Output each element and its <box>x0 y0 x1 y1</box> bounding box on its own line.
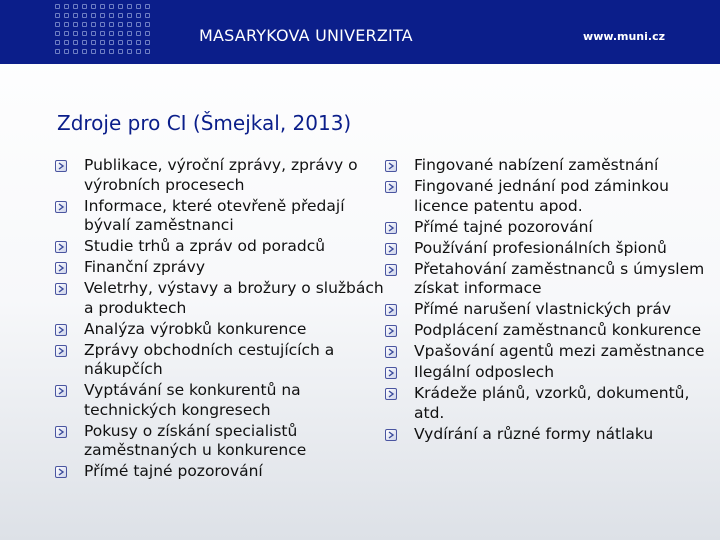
logo-dot <box>109 13 114 18</box>
logo-dot <box>64 40 69 45</box>
arrow-bullet-icon <box>55 283 67 295</box>
header-bar <box>0 0 720 64</box>
slide-title: Zdroje pro CI (Šmejkal, 2013) <box>57 111 352 135</box>
logo-dot <box>118 40 123 45</box>
arrow-bullet-icon <box>385 325 397 337</box>
bullet-text: Zprávy obchodních cestujících a nákupčích <box>84 340 335 378</box>
logo-dot <box>118 49 123 54</box>
logo-dot <box>91 40 96 45</box>
logo-dot <box>136 40 141 45</box>
logo-dot <box>100 40 105 45</box>
arrow-bullet-icon <box>385 222 397 234</box>
logo-dot <box>109 4 114 9</box>
bullet-item <box>55 462 385 482</box>
logo-dot <box>73 49 78 54</box>
arrow-bullet-icon <box>55 160 67 172</box>
logo-dot <box>73 4 78 9</box>
logo-dot <box>73 13 78 18</box>
bullet-text: Vyptávání se konkurentů na technických kongresech <box>84 381 301 419</box>
bullet-item <box>55 381 385 420</box>
logo-dot <box>64 31 69 36</box>
bullet-text: Podplácení zaměstnanců konkurence <box>414 321 702 339</box>
logo-dot <box>55 40 60 45</box>
logo-dot-grid <box>55 4 154 58</box>
logo-dot <box>82 4 87 9</box>
logo-dot <box>64 49 69 54</box>
arrow-bullet-icon <box>55 241 67 253</box>
arrow-bullet-icon <box>385 346 397 358</box>
arrow-bullet-icon <box>55 426 67 438</box>
bullet-item <box>55 237 385 257</box>
bullet-text: Veletrhy, výstavy a brožury o službách a produktech <box>84 279 384 317</box>
bullet-text: Vydírání a různé formy nátlaku <box>414 424 654 443</box>
bullet-text: Finanční zprávy <box>84 258 206 276</box>
logo-dot <box>55 22 60 27</box>
logo-dot <box>145 22 150 27</box>
logo-dot <box>109 22 114 27</box>
bullet-text: Studie trhů a zpráv od poradců <box>84 237 326 255</box>
logo-dot <box>118 13 123 18</box>
bullet-item <box>385 300 715 320</box>
logo-dot <box>118 31 123 36</box>
bullet-item <box>55 422 385 461</box>
logo-dot <box>73 22 78 27</box>
university-name: MASARYKOVA UNIVERZITA <box>199 26 413 45</box>
bullet-item <box>55 279 385 318</box>
logo-dot <box>136 4 141 9</box>
logo-dot <box>145 40 150 45</box>
arrow-bullet-icon <box>385 181 397 193</box>
university-url: www.muni.cz <box>583 30 665 43</box>
arrow-bullet-icon <box>385 388 397 400</box>
bullet-text: Přetahování zaměstnanců s úmyslem získat informace <box>414 259 705 297</box>
logo-dot <box>136 49 141 54</box>
logo-dot <box>100 49 105 54</box>
bullet-text: Přímé tajné pozorování <box>414 217 593 236</box>
logo-dot <box>127 31 132 36</box>
bullet-text: Krádeže plánů, vzorků, dokumentů, atd. <box>414 384 690 422</box>
logo-dot <box>91 31 96 36</box>
arrow-bullet-icon <box>385 429 397 441</box>
logo-dot <box>127 49 132 54</box>
logo-dot <box>64 13 69 18</box>
logo-dot <box>82 49 87 54</box>
logo-dot <box>127 13 132 18</box>
bullet-item <box>385 342 715 362</box>
logo-dot <box>91 22 96 27</box>
logo-dot <box>145 49 150 54</box>
logo-dot <box>55 4 60 9</box>
logo-dot <box>100 31 105 36</box>
bullet-item <box>385 218 715 238</box>
logo-dot <box>100 22 105 27</box>
bullet-item <box>385 425 715 445</box>
bullet-item <box>385 260 715 299</box>
arrow-bullet-icon <box>55 345 67 357</box>
logo-dot <box>100 13 105 18</box>
arrow-bullet-icon <box>385 264 397 276</box>
logo-dot <box>64 4 69 9</box>
logo-dot <box>127 40 132 45</box>
bullet-text: Pokusy o získání specialistů zaměstnaných u konkurence <box>84 421 307 459</box>
logo-dot <box>55 13 60 18</box>
logo-dot <box>82 13 87 18</box>
bullet-text: Analýza výrobků konkurence <box>84 319 307 338</box>
logo-dot <box>55 49 60 54</box>
bullet-text: Fingované jednání pod záminkou licence patentu apod. <box>414 177 669 215</box>
logo-dot <box>64 22 69 27</box>
bullet-item <box>385 384 715 423</box>
logo-dot <box>127 4 132 9</box>
bullet-item <box>385 321 715 341</box>
logo-dot <box>118 22 123 27</box>
logo-dot <box>82 40 87 45</box>
bullet-text: Informace, které otevřeně předají bývalí zaměstnanci <box>84 196 345 234</box>
bullet-text: Publikace, výroční zprávy, zprávy o výrobních procesech <box>84 156 358 194</box>
logo-dot <box>55 31 60 36</box>
logo-dot <box>109 49 114 54</box>
right-bullet-list <box>385 156 715 446</box>
arrow-bullet-icon <box>385 243 397 255</box>
logo-dot <box>82 22 87 27</box>
bullet-text: Přímé narušení vlastnických práv <box>414 300 672 318</box>
bullet-item <box>55 258 385 278</box>
logo-dot <box>109 31 114 36</box>
left-bullet-list <box>55 156 385 483</box>
bullet-item <box>55 197 385 236</box>
arrow-bullet-icon <box>55 466 67 478</box>
arrow-bullet-icon <box>385 160 397 172</box>
logo-dot <box>127 22 132 27</box>
bullet-item <box>55 320 385 340</box>
bullet-item <box>385 239 715 259</box>
bullet-item <box>55 156 385 195</box>
bullet-text: Ilegální odposlech <box>414 363 555 381</box>
arrow-bullet-icon <box>55 324 67 336</box>
logo-dot <box>145 4 150 9</box>
arrow-bullet-icon <box>55 385 67 397</box>
logo-dot <box>118 4 123 9</box>
logo-dot <box>109 40 114 45</box>
bullet-item <box>385 177 715 216</box>
bullet-text: Fingované nabízení zaměstnání <box>414 156 659 174</box>
logo-dot <box>136 31 141 36</box>
logo-dot <box>145 31 150 36</box>
logo-dot <box>145 13 150 18</box>
logo-dot <box>100 4 105 9</box>
logo-dot <box>91 4 96 9</box>
arrow-bullet-icon <box>55 262 67 274</box>
logo-dot <box>136 13 141 18</box>
logo-dot <box>136 22 141 27</box>
logo-dot <box>73 31 78 36</box>
logo-dot <box>73 40 78 45</box>
arrow-bullet-icon <box>385 304 397 316</box>
bullet-text: Přímé tajné pozorování <box>84 462 263 480</box>
logo-dot <box>91 13 96 18</box>
arrow-bullet-icon <box>385 367 397 379</box>
bullet-item <box>385 156 715 176</box>
logo-dot <box>91 49 96 54</box>
bullet-item <box>385 363 715 383</box>
logo-dot <box>82 31 87 36</box>
arrow-bullet-icon <box>55 201 67 213</box>
bullet-text: Používání profesionálních špionů <box>414 238 667 257</box>
bullet-item <box>55 341 385 380</box>
bullet-text: Vpašování agentů mezi zaměstnance <box>414 342 705 360</box>
